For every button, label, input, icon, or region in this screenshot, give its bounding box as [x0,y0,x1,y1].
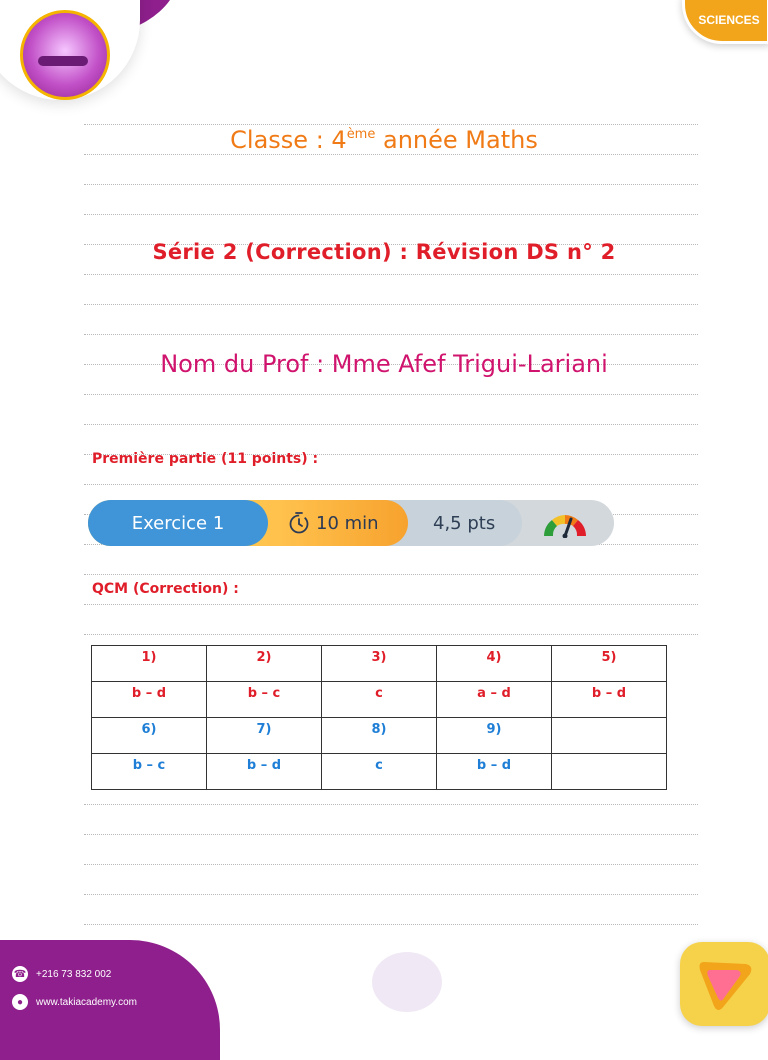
table-row [92,754,667,790]
table-row [92,682,667,718]
table-row [92,646,667,682]
table-row [92,718,667,754]
ruled-line [84,864,698,865]
question-number: 1) [92,646,207,682]
question-number [552,718,667,754]
footer-phone[interactable] [12,966,111,982]
question-number: 7) [207,718,322,754]
qcm-heading: QCM (Correction) : [92,581,239,597]
answer-cell: b – d [437,754,552,790]
question-number: 8) [322,718,437,754]
play-icon [694,956,756,1014]
exercise-duration [288,500,379,546]
ruled-line [84,124,698,125]
sciences-tab-label: SCIENCES [698,13,760,27]
ruled-line [84,394,698,395]
section-heading: Première partie (11 points) : [92,451,319,467]
logo-emblem-icon [20,10,110,100]
answer-cell: b – d [92,682,207,718]
ruled-line [84,304,698,305]
exercise-label [88,500,268,546]
ruled-line [84,214,698,215]
answer-cell: c [322,754,437,790]
points-text: 4,5 pts [433,512,496,534]
ruled-line [84,424,698,425]
class-title-sup: ème [346,127,376,142]
ruled-line [84,834,698,835]
exercise-name: Exercice 1 [131,512,225,534]
clock-icon [288,511,310,535]
series-title: Série 2 (Correction) : Révision DS n° 2 [152,240,616,264]
answer-cell: c [322,682,437,718]
teacher-name: Nom du Prof : Mme Afef Trigui-Lariani [160,350,608,378]
ruled-line [84,634,698,635]
answer-cell: a – d [437,682,552,718]
ruled-line [84,274,698,275]
question-number: 9) [437,718,552,754]
question-number: 5) [552,646,667,682]
qcm-answer-table [91,645,667,790]
ruled-line [84,604,698,605]
answer-cell: b – c [207,682,322,718]
play-button[interactable] [680,942,768,1026]
ruled-line [84,334,698,335]
exercise-bar [88,500,614,546]
logo-tag [38,56,88,66]
question-number: 3) [322,646,437,682]
website-link[interactable]: www.takiacademy.com [36,996,137,1008]
answer-cell: b – d [552,682,667,718]
exercise-points [433,500,495,546]
watermark-logo-icon [372,952,442,1012]
answer-cell: b – d [207,754,322,790]
class-title-suffix: année Maths [375,126,538,154]
sciences-tab[interactable] [682,0,768,44]
phone-number: +216 73 832 002 [36,968,112,980]
ruled-line [84,484,698,485]
duration-text: 10 min [316,512,379,534]
ruled-line [84,804,698,805]
ruled-line [84,154,698,155]
ruled-line [84,184,698,185]
globe-icon: ● [12,994,28,1010]
question-number: 2) [207,646,322,682]
answer-cell [552,754,667,790]
ruled-line [84,574,698,575]
question-number: 6) [92,718,207,754]
difficulty-gauge-icon [540,510,590,538]
ruled-line [84,894,698,895]
phone-icon: ☎ [12,966,28,982]
answer-cell: b – c [92,754,207,790]
footer-website[interactable] [12,994,137,1010]
ruled-line [84,924,698,925]
class-title-prefix: Classe : 4 [230,126,347,154]
question-number: 4) [437,646,552,682]
brand-logo[interactable] [0,0,180,100]
class-title [0,126,768,154]
